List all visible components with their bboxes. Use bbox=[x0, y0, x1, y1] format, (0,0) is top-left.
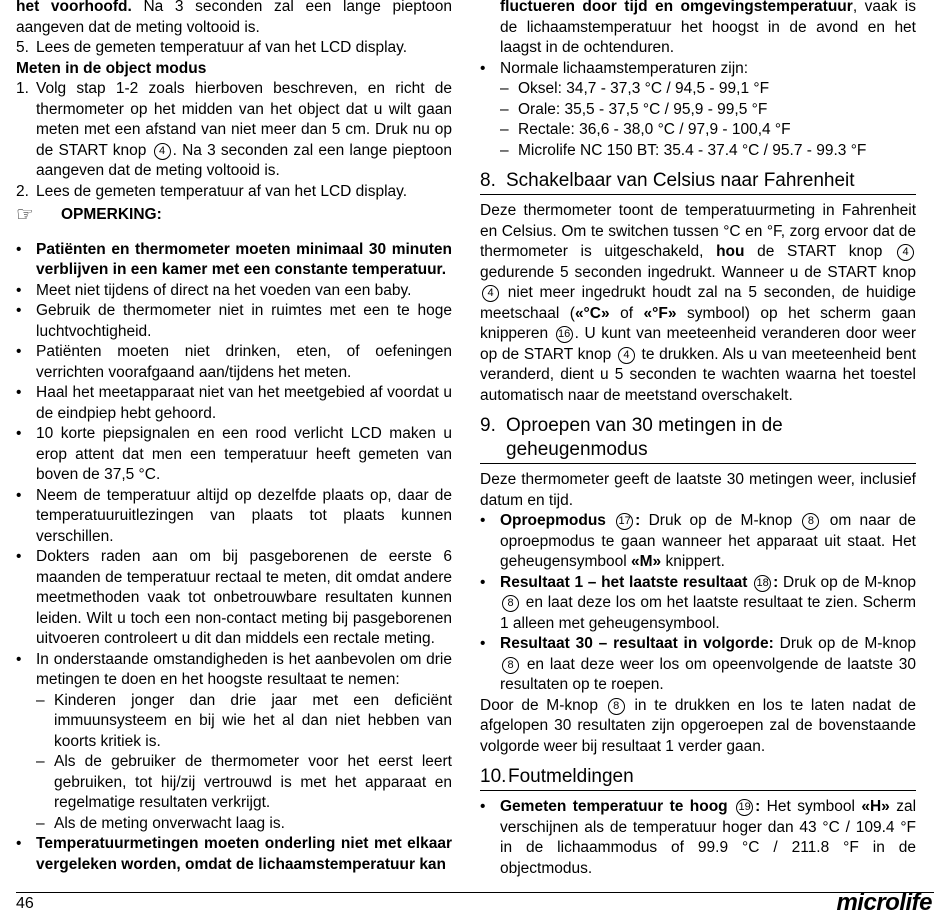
list-item: • Haal het meetapparaat niet van het meetgebied af voordat u de eindpiep hebt gehoord. bbox=[16, 384, 452, 422]
list-item: • Meet niet tijdens of direct na het voeden van een baby. bbox=[16, 281, 412, 299]
sub-list-item: – Microlife NC 150 BT: 35.4 - 37.4 °C / 95.7 - 99.3 °F bbox=[500, 141, 867, 159]
section-10-heading: 10. Foutmeldingen bbox=[480, 765, 916, 791]
object-mode-heading: Meten in de object modus bbox=[16, 59, 207, 77]
list-item: • Temperatuurmetingen moeten onderling niet met elkaar vergeleken worden, omdat de lichaamstemperatuur kan bbox=[16, 835, 452, 873]
intro-paragraph: het voorhoofd. Na 3 seconden zal een lange pieptoon aangeven dat de meting voltooid is. bbox=[16, 0, 452, 36]
sub-list-item: – Orale: 35,5 - 37,5 °C / 95,9 - 99,5 °F bbox=[500, 100, 768, 118]
list-item: • 10 korte piepsignalen en een rood verlicht LCD maken u erop attent dat men een temperatuur heeft gemeten van boven de 37,5 °C. bbox=[16, 425, 452, 483]
list-item: • Patiënten en thermometer moeten minimaal 30 minuten verblijven in een kamer met een constante temperatuur. bbox=[16, 240, 452, 278]
pointing-hand-icon: ☞ bbox=[16, 204, 34, 226]
sub-list-item: – Kinderen jonger dan drie jaar met een deficiënt immuunsysteem en bij wie het al dan niet hebben van koorts kritiek is. bbox=[36, 691, 452, 750]
start-button-ref: 4 bbox=[154, 143, 171, 160]
step-5: 5. Lees de gemeten temperatuur af van het LCD display. bbox=[16, 39, 408, 56]
object-step-1: 1. Volg stap 1-2 zoals hierboven beschreven, en richt de thermometer op het midden van het object dat u wilt gaan meten met een afstand van niet meer dan 5 cm. Druk nu op de START knop 4 . Na 3 seconden zal een lange pieptoon aangeven dat de meting voltooid is. bbox=[16, 80, 452, 179]
note-heading: ☞ OPMERKING: bbox=[16, 204, 162, 226]
section-9-closing: Door de M-knop 8 in te drukken en los te laten nadat de afgelopen 30 resultaten zijn opgeroepen zal de bovenstaande volgorde weer bij resultaat 1 verder gaan. bbox=[480, 696, 917, 755]
right-column bbox=[480, 0, 916, 879]
sub-list-item: – Als de meting onverwacht laag is. bbox=[36, 814, 285, 832]
section-8-paragraph: Deze thermometer toont de temperatuurmeting in Fahrenheit en Celsius. Om te switchen tussen °C en °F, zorg ervoor dat de thermometer is uitgeschakeld, hou de START knop 4 gedurende 5 seconden ingedrukt. Wanneer u de START knop 4 niet meer ingedrukt houdt zal na 5 seconden, de huidige meetschaal («°C» of «°F» symbool) op het scherm gaan knipperen 16 . U kunt van meeteenheid veranderen door weer op de START knop 4 te drukken. Als u van meeteenheid bent veranderd, dient u 5 seconden te wachten waarna het toestel automatisch naar de meetstand overschakelt. bbox=[480, 202, 917, 404]
object-step-2: 2. Lees de gemeten temperatuur af van het LCD display. bbox=[16, 182, 408, 200]
list-item: • Resultaat 1 – het laatste resultaat 18 : Druk op de M-knop 8 en laat deze los om het laatste resultaat te zien. Scherm 1 alleen met geheugensymbool. bbox=[480, 573, 916, 632]
list-item: • Gemeten temperatuur te hoog 19 : Het symbool «H» zal verschijnen als de temperatuur hoger dan 43 °C / 109.4 °F in de lichaammodus of 99.9 °C / 211.8 °F in de objectmodus. bbox=[480, 798, 917, 877]
sub-list-item: – Rectale: 36,6 - 38,0 °C / 97,9 - 100,4 °F bbox=[500, 121, 791, 138]
sub-list-item: – Als de gebruiker de thermometer voor het eerst leert gebruiken, tot hij/zij vertrouwd is met het apparaat en regelmatige resultaten verkrijgt. bbox=[36, 753, 452, 811]
left-column bbox=[16, 0, 452, 875]
list-item: • Gebruik de thermometer niet in ruimtes met een te hoge luchtvochtigheid. bbox=[16, 302, 452, 340]
list-item: • Patiënten moeten niet drinken, eten, of oefeningen verrichten voorafgaand aan/tijdens het meten. bbox=[16, 343, 452, 381]
footer-divider bbox=[16, 892, 934, 893]
list-item: • Normale lichaamstemperaturen zijn: bbox=[480, 59, 749, 77]
list-item: • In onderstaande omstandigheden is het aanbevolen om drie metingen te doen en het hoogste resultaat te nemen: bbox=[16, 650, 452, 688]
continued-paragraph: fluctueren door tijd en omgevingstemperatuur, vaak is de lichaamstemperatuur het hoogst in de avond en het laagst in de ochtenduren. bbox=[500, 0, 916, 56]
list-item: • Oproepmodus 17 : Druk op de M-knop 8 om naar de oproepmodus te gaan wanneer het apparaat uit staat. Het geheugensymbool «M» knippert. bbox=[480, 512, 916, 570]
list-item: • Resultaat 30 – resultaat in volgorde: Druk op de M-knop 8 en laat deze weer los om opeenvolgende de laatste 30 resultaten op te roepen. bbox=[480, 635, 917, 693]
brand-logo: microlife bbox=[836, 889, 932, 916]
section-9-intro: Deze thermometer geeft de laatste 30 metingen weer, inclusief datum en tijd. bbox=[480, 471, 916, 509]
page-number: 46 bbox=[16, 895, 34, 912]
list-item: • Dokters raden aan om bij pasgeborenen de eerste 6 maanden de temperatuur rectaal te meten, dit omdat andere meetmethoden vaak tot onbetrouwbare resultaten kunnen leiden. Wilt u toch een non-contact meting bij pasgeborenen uitvoeren controleert u dit dan middels een rectale meting. bbox=[16, 548, 452, 647]
sub-list-item: – Oksel: 34,7 - 37,3 °C / 94,5 - 99,1 °F bbox=[500, 80, 770, 97]
section-8-heading: 8. Schakelbaar van Celsius naar Fahrenheit bbox=[480, 169, 916, 195]
section-9-heading: 9. Oproepen van 30 metingen in de geheugenmodus bbox=[480, 414, 916, 464]
list-item: • Neem de temperatuur altijd op dezelfde plaats op, daar de temperatuuruitlezingen van plaats tot plaats kunnen verschillen. bbox=[16, 486, 452, 545]
